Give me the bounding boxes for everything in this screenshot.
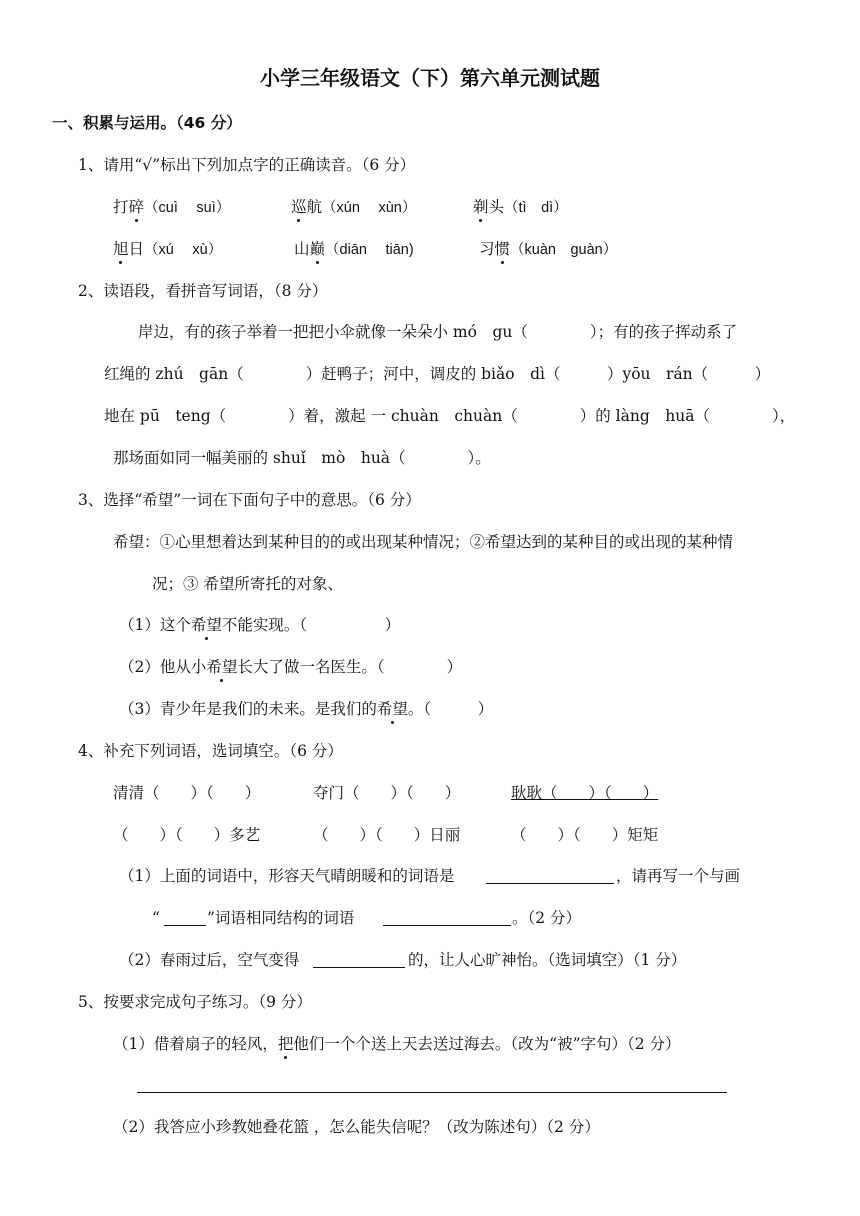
fill-question: 的，让人心旷神怡。（选词填空）（1 分）	[408, 951, 687, 969]
fill-question: ，请再写一个与画	[616, 867, 741, 885]
pinyin-item: 打碎（cuì suì）	[113, 198, 231, 216]
idiom-blank: （ ）（ ）多艺	[113, 826, 261, 844]
sentence-item: （2）他从小希望长大了做一名医生。（ ）	[119, 658, 463, 676]
idiom-blank: （ ）（ ）矩矩	[511, 826, 659, 844]
pinyin-item: 剃头（tì dì）	[473, 198, 568, 216]
answer-line	[313, 967, 405, 968]
answer-line	[137, 1092, 727, 1093]
question-5-heading: 5、按要求完成句子练习。（9 分）	[78, 993, 312, 1011]
fill-question: （1）上面的词语中，形容天气晴朗暖和的词语是	[119, 867, 455, 885]
fill-question: 。（2 分）	[512, 909, 582, 927]
idiom-blank: 清清（ ）（ ）	[113, 784, 261, 802]
question-4-heading: 4、补充下列词语，选词填空。（6 分）	[78, 742, 343, 760]
question-2-heading: 2、读语段，看拼音写词语，（8 分）	[78, 282, 328, 300]
idiom-blank: 夺门（ ）（ ）	[313, 784, 461, 802]
passage-line: 岸边，有的孩子举着一把把小伞就像一朵朵小 mó gu（ ）；有的孩子挥动系了	[138, 323, 738, 341]
page-title: 小学三年级语文（下）第六单元测试题	[260, 66, 600, 90]
answer-line	[383, 925, 511, 926]
pinyin-item: 巡航（xún xùn）	[291, 198, 417, 216]
pinyin-item: 旭日（xú xù）	[113, 240, 223, 258]
passage-line: 那场面如同一幅美丽的 shuǐ mò huà（ ）。	[113, 449, 491, 467]
pinyin-item: 习惯（kuàn guàn）	[479, 240, 618, 258]
question-3-heading: 3、选择“希望”一词在下面句子中的意思。（6 分）	[78, 491, 421, 509]
sentence-item: （2）我答应小珍教她叠花篮 ，怎么能失信呢？（改为陈述句）（2 分）	[113, 1118, 600, 1136]
passage-line: 地在 pū teng（ ）着，激起 一 chuàn chuàn（ ）的 làng huā（ ），	[104, 407, 796, 425]
fill-question: “	[152, 909, 160, 927]
fill-question: ”词语相同结构的词语	[207, 909, 355, 927]
section-heading: 一、积累与运用。（46 分）	[52, 114, 242, 132]
sentence-item: （1）借着扇子的轻风，把他们一个个送上天去送过海去。（改为“被”字句）（2 分）	[113, 1035, 681, 1053]
definition-text: 希望：①心里想着达到某种目的的或出现某种情况；②希望达到的某种目的或出现的某种情	[113, 533, 734, 551]
definition-text: 况；③ 希望所寄托的对象、	[152, 575, 343, 593]
passage-line: 红绳的 zhú gān（ ）赶鸭子；河中，调皮的 biǎo dì（ ）yōu rán（ ）	[104, 365, 771, 383]
idiom-blank-underlined: 耿耿（ ）（ ）	[511, 784, 659, 802]
answer-line	[164, 925, 206, 926]
answer-line	[486, 883, 614, 884]
sentence-item: （3）青少年是我们的未来。是我们的希望。（ ）	[119, 700, 494, 718]
sentence-item: （1）这个希望不能实现。（ ）	[119, 616, 401, 634]
pinyin-item: 山巅（diān tiān)	[294, 240, 414, 258]
fill-question: （2）春雨过后，空气变得	[119, 951, 300, 969]
idiom-blank: （ ）（ ）日丽	[313, 826, 461, 844]
question-1-heading: 1、请用“√”标出下列加点字的正确读音。（6 分）	[78, 156, 416, 174]
